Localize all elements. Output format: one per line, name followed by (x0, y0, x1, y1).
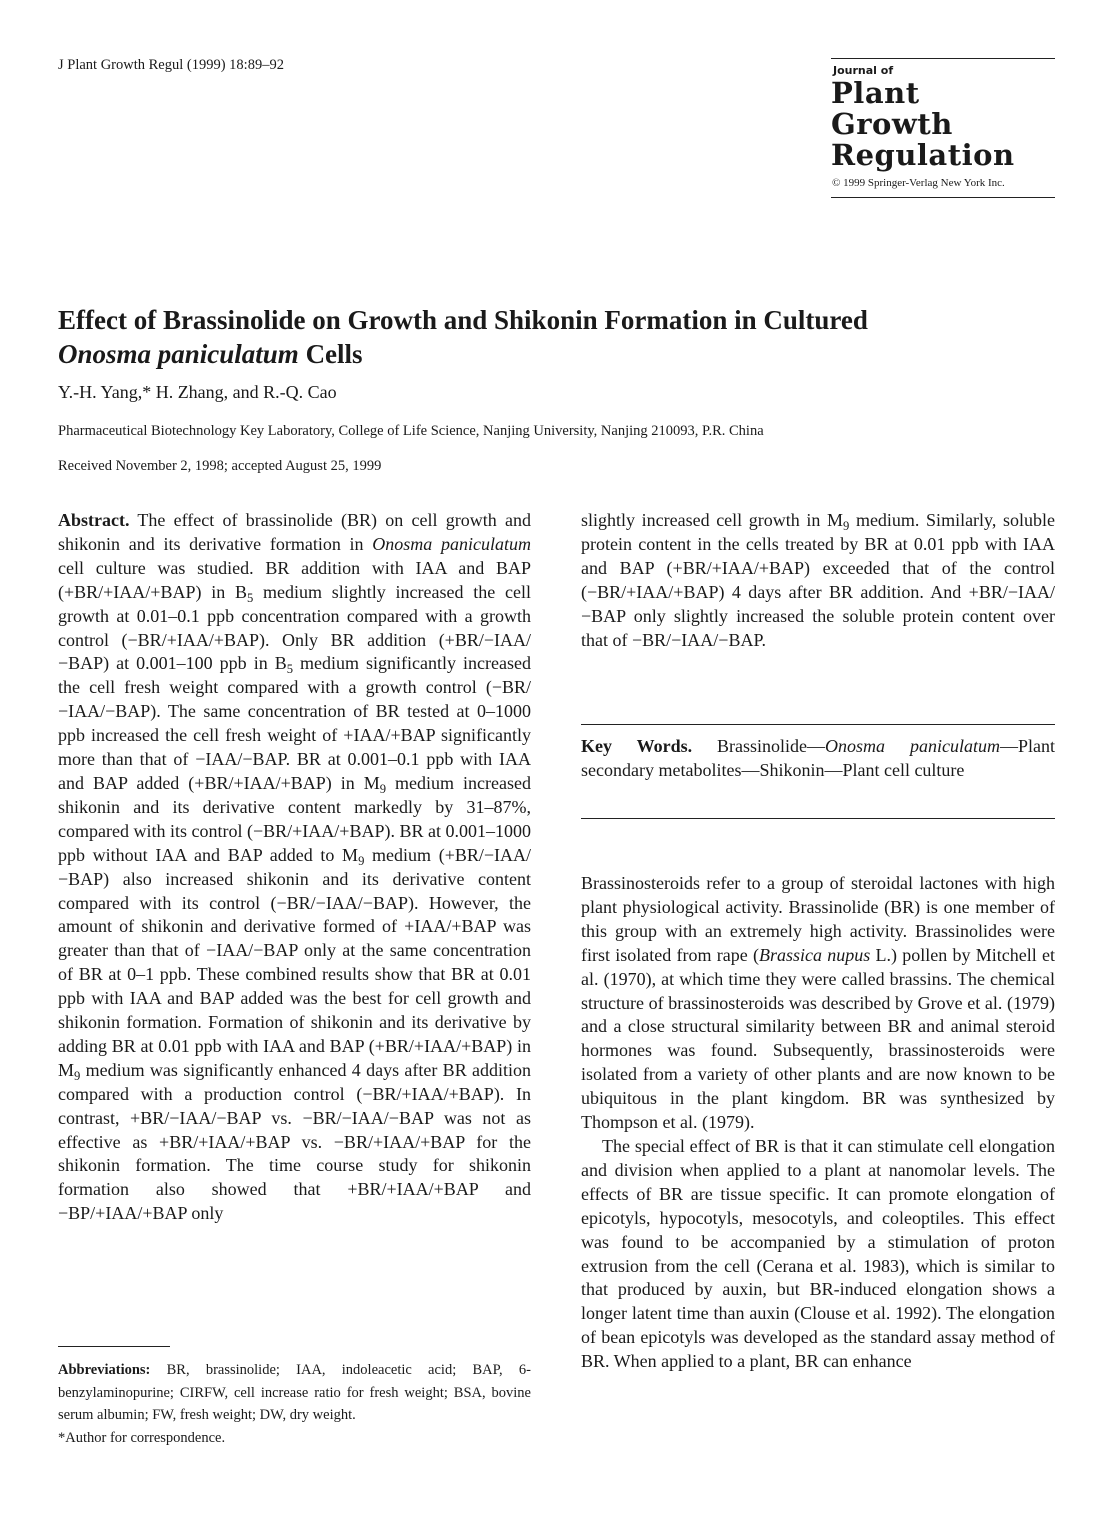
abstract-text: medium significantly increased the cell fresh weight compared with a growth control (−BR/−IAA/−BAP). The same concentration of BR tested at 0–1000 ppb increased the cell fresh weight of +IAA/+BAP significantly more than that of −IAA/−BAP. BR at 0.001–0.1 ppb with IAA and BAP added (+BR/+IAA/+BAP) in M (58, 653, 531, 793)
subscript: 9 (379, 781, 387, 796)
abstract-text: medium was significantly enhanced 4 days after BR addition compared with a production control (−BR/+IAA/+BAP). In contrast, +BR/−IAA/−BAP vs. −BR/−IAA/−BAP was not as effective as +BR/+IAA/+BAP vs. −BR/+IAA/+BAP for the shikonin formation. The time course study for shikonin formation also showed that +BR/+IAA/+BAP and −BP/+IAA/+BAP only (58, 1059, 531, 1224)
footnotes (58, 1359, 531, 1449)
abstract-paragraph (58, 509, 531, 1226)
keywords-item: Brassinolide— (692, 736, 826, 756)
abbreviations-text: BR, brassinolide; IAA, indoleacetic acid; BAP, 6-benzylaminopurine; CIRFW, cell increase ratio for fresh weight; BSA, bovine serum albumin; FW, fresh weight; DW, dry weight. (58, 1362, 531, 1423)
affiliation: Pharmaceutical Biotechnology Key Laboratory, College of Life Science, Nanjing University, Nanjing 210093, P.R. China (58, 423, 764, 439)
abstract-continuation (581, 509, 1055, 652)
subscript: 9 (358, 853, 365, 868)
abbreviations-footnote (58, 1359, 531, 1427)
keywords-item: —Plant secondary metabolites—Shikonin—Plant cell culture (581, 736, 1055, 780)
abstract-text: medium slightly increased the cell growth at 0.01–0.1 ppb concentration compared with a growth control (−BR/+IAA/+BAP). Only BR addition (+BR/−IAA/−BAP) at 0.001–100 ppb in B (58, 581, 531, 674)
body-species: Brassica nupus (758, 944, 871, 965)
journal-logo-small-text: Journal of (833, 64, 894, 77)
journal-logo-line-1: Plant (831, 76, 920, 110)
keywords-box (581, 724, 1055, 819)
received-dates: Received November 2, 1998; accepted August 25, 1999 (58, 458, 382, 474)
copyright-notice: © 1999 Springer-Verlag New York Inc. (832, 177, 1005, 189)
abstract-paragraph-continued (581, 509, 1055, 652)
abstract-text: medium (+BR/−IAA/−BAP) also increased shikonin and its derivative content compared with its control (−BR/−IAA/−BAP). However, the amount of shikonin and derivative formed of +IAA/+BAP was greater than that of −IAA/−BAP only at the same concentration of BR at 0–1 ppb. These combined results show that BR at 0.01 ppb with IAA and BAP added was the best for cell growth and shikonin formation. Formation of shikonin and its derivative by adding BR at 0.01 ppb with IAA and BAP (+BR/+IAA/+BAP) in M (58, 844, 532, 1080)
keywords-species: Onosma paniculatum (825, 736, 1000, 756)
journal-citation: J Plant Growth Regul (1999) 18:89–92 (58, 57, 284, 73)
article-title (58, 303, 1058, 371)
abstract-text: The effect of brassinolide (BR) on cell growth and shikonin and its derivative formation in (58, 510, 531, 554)
body-paragraph-1 (581, 872, 1055, 1135)
abstract-text: slightly increased cell growth in M (581, 510, 844, 530)
abstract-text: cell culture was studied. BR addition with IAA and BAP (+BR/+IAA/+BAP) in B (58, 557, 531, 602)
abbreviations-label: Abbreviations: (58, 1362, 151, 1378)
journal-logo (831, 58, 1055, 198)
abstract-text: medium increased shikonin and its derivative content markedly by 31–87%, compared with its control (−BR/+IAA/+BAP). BR at 0.001–1000 ppb without IAA and BAP added to M (58, 772, 531, 865)
journal-logo-line-2: Growth (831, 107, 953, 141)
subscript: 5 (246, 590, 254, 605)
footnote-divider (58, 1346, 170, 1347)
subscript: 9 (843, 518, 850, 533)
body-text: Brassinosteroids refer to a group of steroidal lactones with high plant physiological activity. Brassinolide (BR) is one member of this group with an extremely high activity. Brassinolides were first isolated from rape ( (581, 873, 1055, 965)
subscript: 9 (74, 1068, 81, 1083)
body-text: L.) pollen by Mitchell et al. (1970), at which time they were called brassins. The chemical structure of brassinosteroids was described by Grove et al. (1979) and a close structural similarity between BR and animal steroid hormones was found. Subsequently, brassinosteroids were isolated from a variety of other plants and are now known to be ubiquitous in the plant kingdom. BR was synthesized by Thompson et al. (1979). (581, 944, 1055, 1133)
title-text: Effect of Brassinolide on Growth and Shikonin Formation in Cultured (58, 305, 868, 335)
abstract-species: Onosma paniculatum (372, 533, 531, 554)
title-species: Onosma paniculatum (58, 339, 299, 369)
body-column (581, 872, 1055, 1374)
keywords-text (581, 735, 1055, 783)
abstract-label: Abstract. (58, 510, 130, 530)
correspondence-footnote: *Author for correspondence. (58, 1429, 226, 1446)
abstract-column (58, 509, 531, 1226)
keywords-label: Key Words. (581, 736, 693, 756)
subscript: 5 (286, 662, 294, 677)
title-suffix: Cells (298, 339, 363, 369)
abstract-text: medium. Similarly, soluble protein content in the cells treated by BR at 0.01 ppb with IAA and BAP (+BR/+IAA/+BAP) exceeded that of the control (−BR/+IAA/+BAP) 4 days after BR addition. And +BR/−IAA/−BAP only slightly increased the soluble protein content over that of −BR/−IAA/−BAP. (581, 510, 1055, 650)
body-paragraph-2: The special effect of BR is that it can stimulate cell elongation and division when applied to a plant at nanomolar levels. The effects of BR are tissue specific. It can promote elongation of epicotyls, hypocotyls, mesocotyls, and coleoptiles. This effect was found to be accompanied by a stimulation of proton extrusion from the cell (Cerana et al. 1983), which is similar to that produced by auxin, but BR-induced elongation shows a longer latent time than auxin (Clouse et al. 1992). The elongation of bean epicotyls was developed as the standard assay method of BR. When applied to a plant, BR can enhance (581, 1135, 1055, 1372)
author-list: Y.-H. Yang,* H. Zhang, and R.-Q. Cao (58, 382, 337, 402)
journal-logo-line-3: Regulation (831, 138, 1015, 172)
